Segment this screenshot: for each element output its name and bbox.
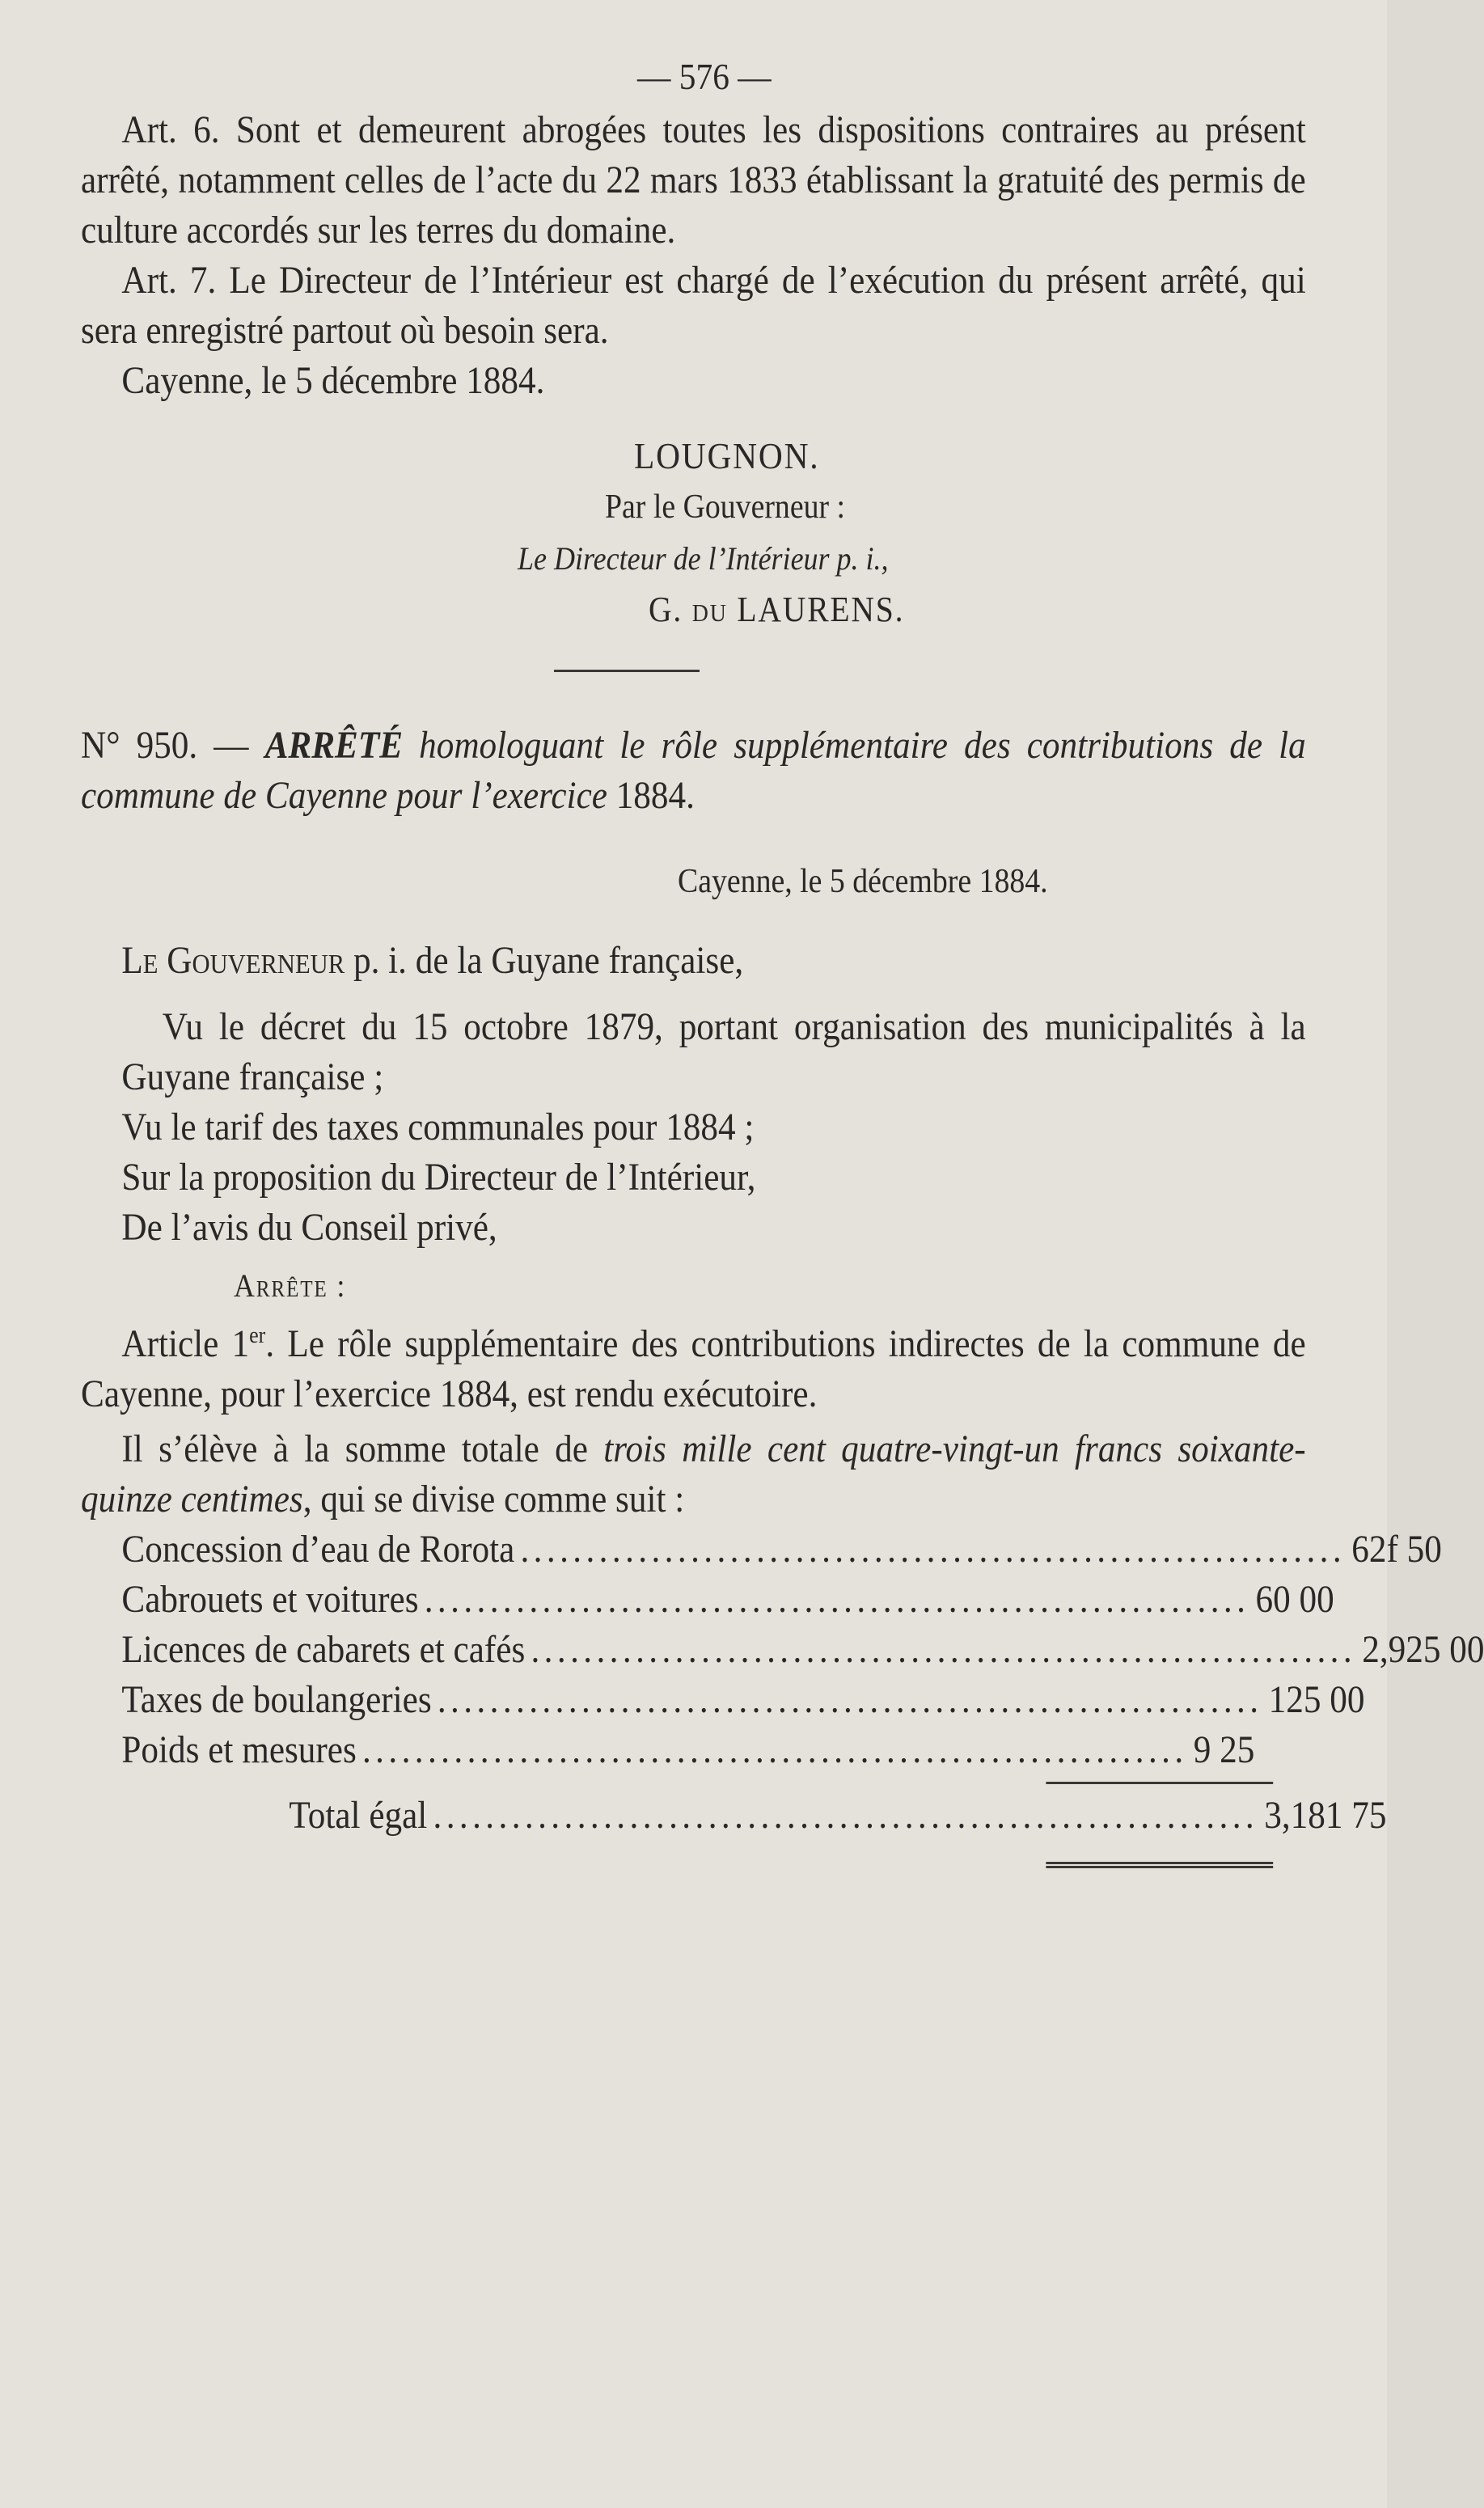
row-label: Poids et mesures [121,1728,357,1771]
total-amount: 3,181 75 [1264,1794,1387,1837]
row-amount: 60 00 [1255,1578,1334,1621]
considering-tariff: Vu le tarif des taxes communales pour 1884 ; [121,1106,755,1148]
page-number: — 576 — [637,56,772,97]
sum-in-words: trois mille cent quatre-vingt-un francs soixante-quinze centimes [81,1427,1306,1520]
article-1 [81,1319,1306,1419]
row-amount: 62f 50 [1351,1528,1442,1571]
leader-dots: ............................................................... [520,1528,1347,1571]
sum-outro: , qui se divise comme suit : [302,1478,685,1520]
signatory-director-name [649,586,1306,634]
total-row [289,1791,1387,1847]
governor-rest: p. i. de la Guyane française, [345,939,744,982]
on-proposal: Sur la proposition du Directeur de l’Intérieur, [121,1156,756,1199]
leader-dots: ............................................................... [433,1794,1259,1837]
amounts-table [121,1525,1484,1868]
signatory-name: LOUGNON. [634,435,820,476]
decree-date: Cayenne, le 5 décembre 1884. [678,863,1048,900]
signatory-director-title: Le Directeur de l’Intérieur p. i., [518,540,889,577]
row-label: Taxes de boulangeries [121,1678,432,1721]
governor-title: Le Gouverneur [121,939,345,982]
section-divider [554,670,700,672]
article-6: Art. 6. Sont et demeurent abrogées toutes les dispositions contraires au présent arrêté, notamment celles de l’acte du 22 mars 1833 établissant la gratuité des permis de culture accordés sur les terres du domaine. [81,108,1306,252]
total-label: Total égal [289,1794,428,1837]
row-label: Licences de cabarets et cafés [121,1628,526,1671]
total-rule [1046,1782,1273,1784]
leader-dots: ............................................................... [361,1728,1188,1771]
article-1-sup: er [249,1322,266,1348]
closing-double-rule [1046,1862,1273,1868]
decree-title [81,721,1306,821]
row-amount: 125 00 [1268,1678,1365,1721]
table-row [121,1575,1334,1625]
decree-arrete: ARRÊTÉ [264,724,404,767]
decrees-heading: Arrête : [234,1267,347,1304]
table-row [121,1675,1365,1725]
row-amount: 9 25 [1193,1728,1255,1771]
council-opinion: De l’avis du Conseil privé, [121,1206,497,1249]
table-row [121,1525,1442,1575]
sum-intro: Il s’élève à la somme totale de [121,1427,604,1470]
article-7: Art. 7. Le Directeur de l’Intérieur est chargé de l’exécution du présent arrêté, qui sera enregistré partout où besoin sera. [81,259,1306,352]
table-row [121,1725,1255,1775]
row-label: Cabrouets et voitures [121,1578,419,1621]
director-initial: G. [649,590,692,629]
leader-dots: ............................................................... [531,1628,1357,1671]
leader-dots: ............................................................... [424,1578,1250,1621]
governor-line [121,936,1305,986]
decree-title-text: homologuant le rôle supplémentaire des contributions de la commune de Cayenne pour l’exercice [81,724,1306,817]
leader-dots: ............................................................... [437,1678,1263,1721]
row-label: Concession d’eau de Rorota [121,1528,515,1571]
signatory-by-governor: Par le Gouverneur : [605,488,846,526]
director-surname: LAURENS. [727,590,905,629]
decree-year: 1884. [615,774,695,817]
decree-number: N° 950. — [81,724,265,767]
article-1-head: Article 1 [121,1322,250,1365]
director-particle: du [691,590,728,629]
table-row [121,1625,1484,1675]
row-amount: 2,925 00 [1362,1628,1484,1671]
considering-decree: Vu le décret du 15 octobre 1879, portant organisation des municipalités à la Guyane française ; [121,1005,1306,1098]
article-1-text: . Le rôle supplémentaire des contributions indirectes de la commune de Cayenne, pour l’exercice 1884, est rendu exécutoire. [81,1322,1306,1415]
total-sum-paragraph [81,1424,1306,1525]
place-date: Cayenne, le 5 décembre 1884. [121,359,545,402]
page-content [81,49,1484,1868]
